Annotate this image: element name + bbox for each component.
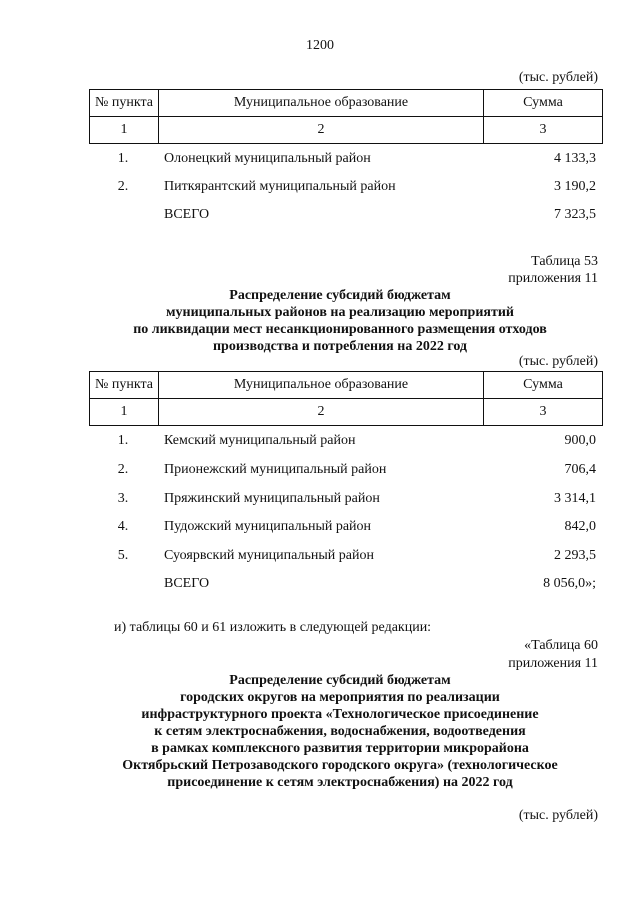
unit-label: (тыс. рублей) [518, 808, 598, 823]
appendix-label: приложения 11 [508, 656, 598, 671]
title-line: к сетям электроснабжения, водоснабжения, водоотведения [154, 724, 526, 739]
row-name: Суоярвский муниципальный район [164, 548, 374, 563]
total-row [89, 576, 603, 596]
title-line: по ликвидации мест несанкционированного размещения отходов [133, 322, 547, 337]
table-row [89, 433, 603, 453]
row-number: 5. [117, 548, 129, 563]
title-line: Распределение субсидий бюджетам [229, 288, 451, 303]
table-header [89, 371, 603, 426]
row-number: 3. [117, 491, 129, 506]
total-sum: 7 323,5 [554, 207, 596, 222]
table-row [89, 462, 603, 482]
col-number: 3 [484, 399, 603, 426]
row-number: 2. [117, 462, 129, 477]
col-number: 1 [90, 399, 159, 426]
row-number: 1. [117, 433, 129, 448]
row-sum: 3 314,1 [554, 491, 596, 506]
row-sum: 2 293,5 [554, 548, 596, 563]
amendment-paragraph: и) таблицы 60 и 61 изложить в следующей редакции: [114, 620, 432, 635]
header-municipality: Муниципальное образование [159, 372, 484, 399]
row-number: 1. [117, 151, 129, 166]
title-line: Октябрьский Петрозаводского городского округа» (технологическое [122, 758, 558, 773]
title-line: присоединение к сетям электроснабжения) на 2022 год [167, 775, 513, 790]
header-num: № пункта [90, 372, 159, 399]
title-line: инфраструктурного проекта «Технологическое присоединение [141, 707, 539, 722]
row-name: Питкярантский муниципальный район [164, 179, 396, 194]
header-num: № пункта [90, 90, 159, 117]
total-label: ВСЕГО [164, 207, 210, 222]
row-number: 4. [117, 519, 129, 534]
row-name: Пряжинский муниципальный район [164, 491, 380, 506]
table-row [89, 519, 603, 539]
table-row [89, 151, 603, 171]
row-number: 2. [117, 179, 129, 194]
header-sum: Сумма [484, 90, 603, 117]
header-sum: Сумма [484, 372, 603, 399]
table-label: «Таблица 60 [524, 638, 598, 653]
unit-label: (тыс. рублей) [518, 354, 598, 369]
title-line: Распределение субсидий бюджетам [229, 673, 451, 688]
row-name: Олонецкий муниципальный район [164, 151, 371, 166]
row-sum: 706,4 [564, 462, 596, 477]
row-sum: 4 133,3 [554, 151, 596, 166]
page-number: 1200 [306, 38, 334, 53]
col-number: 2 [159, 399, 484, 426]
col-number: 2 [159, 117, 484, 144]
title-line: производства и потребления на 2022 год [212, 339, 468, 354]
row-sum: 842,0 [564, 519, 596, 534]
row-sum: 3 190,2 [554, 179, 596, 194]
col-number: 3 [484, 117, 603, 144]
title-line: в рамках комплексного развития территории микрорайона [151, 741, 529, 756]
table-label: Таблица 53 [531, 254, 598, 269]
row-sum: 900,0 [564, 433, 596, 448]
appendix-label: приложения 11 [508, 271, 598, 286]
total-sum: 8 056,0»; [543, 576, 596, 591]
title-line: городских округов на мероприятия по реализации [180, 690, 500, 705]
table-row [89, 491, 603, 511]
table-title [0, 672, 640, 791]
table-row [89, 179, 603, 199]
table-header [89, 89, 603, 144]
row-name: Пудожский муниципальный район [164, 519, 372, 534]
unit-label: (тыс. рублей) [518, 70, 598, 85]
header-municipality: Муниципальное образование [159, 90, 484, 117]
table-row [89, 548, 603, 568]
title-line: муниципальных районов на реализацию мероприятий [166, 305, 514, 320]
row-name: Прионежский муниципальный район [164, 462, 387, 477]
total-row [89, 207, 603, 227]
row-name: Кемский муниципальный район [164, 433, 356, 448]
col-number: 1 [90, 117, 159, 144]
total-label: ВСЕГО [164, 576, 210, 591]
table-title [0, 287, 640, 355]
